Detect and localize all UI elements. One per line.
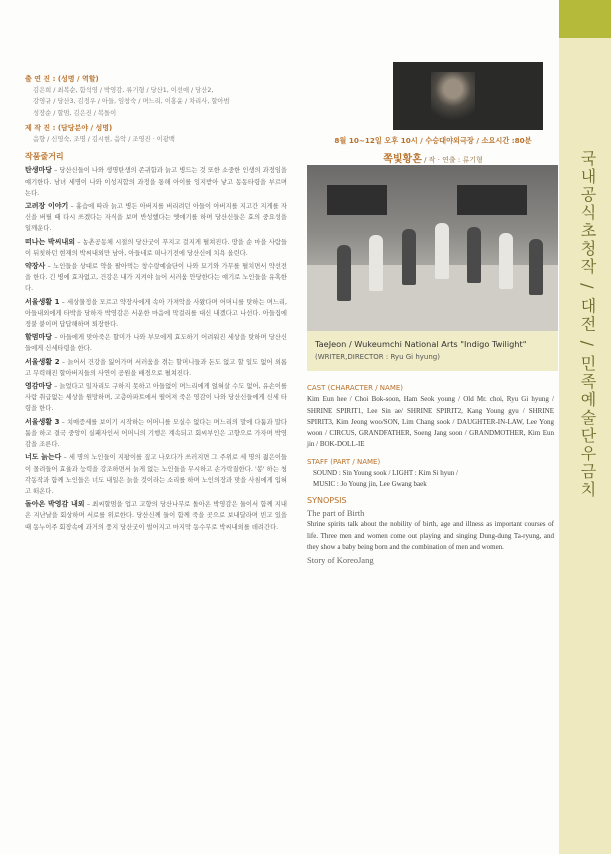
cast-line: 성장순 / 할멈, 김은진 / 복돌이 bbox=[33, 109, 117, 117]
synopsis-paragraph: 할멈마당 – 아들에게 맞아죽은 할미가 나와 부모에게 효도하기 어려워진 세상을 탓하며 당산신들에게 신세타령을 한다. bbox=[25, 333, 287, 353]
part-title: The part of Birth bbox=[307, 507, 365, 518]
side-band bbox=[559, 0, 611, 854]
synopsis-paragraph: 영감마당 – 늙었다고 일자리도 구하지 못하고 아들없이 며느리에게 얹혀살 수도 없어, 유손이를 사람 취급없는 세상을 원망하며, 고층아파트에서 떨어져 죽은 영감이 나와 당산신들에게 신세 타령을 한다. bbox=[25, 382, 287, 413]
photo-dancer bbox=[435, 223, 449, 279]
side-band-top-block bbox=[559, 0, 611, 38]
cast-line: 김은희 / 최복순, 함석영 / 박영감, 류기형 / 당산1, 이선애 / 당산2, bbox=[33, 87, 214, 95]
photo-dancer bbox=[529, 239, 543, 295]
cast-text-en: Kim Eun hee / Choi Bok-soon, Ham Seok young / Old Mr. choi, Ryu Gi hyung / SHRINE SPIRIT1, Lee Sin ae/ SHRINE SPIRIT2, Kang Young gyu / SHRINE SPIRIT3, Kim Jeong woo/SON, Lim Chang sook / DAUGHTER-IN-LAW, Lee Yong woon / CIRCUS, GRANDFATHER, Soeng Jang soon / GRANDMOTHER, Kim Eun jin / BOK-DOLL-IE bbox=[307, 395, 554, 449]
staff-line-en: SOUND : Sin Young sook / LIGHT : Kim Si hyun / bbox=[313, 469, 458, 478]
performer-figure bbox=[431, 72, 475, 128]
cast-line: 강영규 / 당산3, 김정우 / 아들, 임창숙 / 며느리, 이홍윤 / 차리사, 할아범 bbox=[33, 98, 230, 106]
staff-label: 제 작 진 : (담당분야 / 성명) bbox=[25, 123, 113, 132]
synopsis-paragraph: 서울생활 2 – 늙어서 건강을 잃어가며 서러움을 겪는 할머니들과 돈도 없고 할 일도 없어 외롭고 무력해진 할아버지들의 사연이 공원을 배경으로 펼쳐진다. bbox=[25, 357, 287, 377]
performance-title bbox=[318, 150, 548, 165]
photo-dancer bbox=[467, 227, 481, 283]
staff-line: 음향 / 신영숙, 조명 / 김시현, 음악 / 조영진 · 이광백 bbox=[33, 136, 175, 144]
cast-label: 출 연 진 : (성명 / 역할) bbox=[25, 75, 99, 83]
performance-info: 8월 10~12일 오후 10시 / 수승대야외극장 / 소요시간 :80분 bbox=[334, 136, 532, 145]
photo-caption bbox=[307, 331, 558, 371]
cast-label-en: CAST (CHARACTER / NAME) bbox=[307, 384, 404, 392]
photo-dancer bbox=[499, 233, 513, 289]
photo-banner bbox=[457, 185, 527, 215]
right-column bbox=[307, 380, 554, 566]
synopsis-paragraph: 고려장 이야기 – 흉습에 따라 늙고 병든 아버지를 버리려던 아들이 아버지를 지고간 지게를 자신을 버릴 때 다시 쓰겠다는 자식을 보며 반성했다는 옛얘기를 하며 당산신들은 효의 중요성을 일깨운다. bbox=[25, 202, 287, 233]
synopsis-paragraph: 약장사 – 노인들을 상대로 약을 팔아먹는 창수랑예술단이 나와 묘기와 가무를 펼치면서 약선전을 한다. 긴 병에 효자없고, 건강은 내가 지켜야 늘어 서러움 안당한다는 얘기로 노인들을 유혹한다. bbox=[25, 262, 287, 293]
title-credit: / 작 · 연출 : 류기형 bbox=[421, 156, 483, 164]
synopsis-heading: 작품줄거리 bbox=[25, 152, 64, 162]
staff-line-en: MUSIC : Jo Young jin, Lee Gwang baek bbox=[313, 480, 427, 489]
left-column bbox=[25, 70, 287, 535]
synopsis-paragraph: 서울생활 3 – 치매증세를 보이기 시작하는 어머니를 모실수 없다는 며느리의 말에 다툼과 말다툼을 하고 결국 중앙이 실패자인서 어머니의 기행은 계속되고 회씨부인은 고향으로 가자며 박영감을 조른다. bbox=[25, 417, 288, 449]
staff-label-en: STAFF (PART / NAME) bbox=[307, 457, 381, 466]
cast-list bbox=[25, 85, 287, 119]
performer-thumbnail bbox=[393, 62, 543, 130]
part-text: Shrine spirits talk about the nobility of birth, age and illness as important courses of life. Three men and women come out playing and singing Dung-dung Ta-ryung, and they show a baby being born and the combination of men and women. bbox=[307, 520, 554, 551]
side-title: 국내공식초청작 / 대전 / 민족예술단우금치 bbox=[578, 150, 597, 500]
synopsis-paragraph: 서울생활 1 – 세상물정을 모르고 약장사에게 속아 가져악을 사왔다며 어머니를 탓하는 며느리, 아들내외에게 타박을 당하자 박영감은 서운한 마음에 막걸리를 대신 내겠다고 나선다. 아들집에 정붙 붙이며 답답해하며 퇴장한다. bbox=[25, 297, 287, 329]
photo-dancer bbox=[402, 229, 416, 285]
caption-subtitle: (WRITER,DIRECTOR : Ryu Gi hyung) bbox=[315, 353, 440, 361]
synopsis-paragraph: 떠나는 박씨내외 – 농촌공동체 시절의 당산굿이 푸지고 걸지게 펼쳐진다. 땅을 순 마을 사람들이 뒤칫하던 현재의 박씨내외만 남아, 아들네로 떠나기전에 당산신에 치욕 올린다. bbox=[25, 237, 287, 257]
title-text: 쪽빛황혼 bbox=[383, 154, 422, 165]
synopsis-paragraph: 탄생마당 – 당산신들이 나와 생명탄생의 존귀함과 늙고 병드는 것 또한 소중한 인생의 과정임을 얘기한다. 남녀 세명이 나와 이성지합의 과정을 통해 아이를 잉지받아 낳고 동동타령을 부르며 논다. bbox=[25, 166, 287, 197]
part-title: Story of KoreoJang bbox=[307, 555, 374, 566]
photo-dancer bbox=[369, 235, 383, 291]
synopsis-heading-en: SYNOPSIS bbox=[307, 495, 347, 505]
stage-photo bbox=[307, 165, 558, 331]
synopsis-paragraph: 돌아온 박영감 내외 – 최씨할멈을 업고 고향의 당산나무로 돌아온 박영감은 둘이서 함께 지내온 지난날을 회상하며 서로를 위로한다. 당산신께 둘이 함께 죽을 곳으로 보내달라며 빈고 있을 때 동누이주 회장속에 과거의 풍지 당산굿이 벌어지고 마지막 동수무로 박씨내외를 데려간다. bbox=[25, 500, 287, 531]
synopsis-paragraph: 너도 늙는다 – 세 명의 노인들이 지팡이를 짚고 나오다가 쓰러지면 그 주위로 세 명의 젊은이들이 몰려들어 효율과 능력을 강조하면서 늙게 없는 노인들을 무시하고 손가락질한다. '봉' 하는 청각동작과 함께 노인들은 너도 내일은 늙을 것이라는 소리를 하며 노인의장과 맞을 사침에게 입혀고 떠온다. bbox=[25, 453, 287, 495]
photo-dancer bbox=[337, 245, 351, 301]
photo-banner bbox=[327, 185, 387, 215]
caption-title: TaeJeon / Wukeumchi National Arts "Indigo Twilight" bbox=[315, 339, 527, 349]
